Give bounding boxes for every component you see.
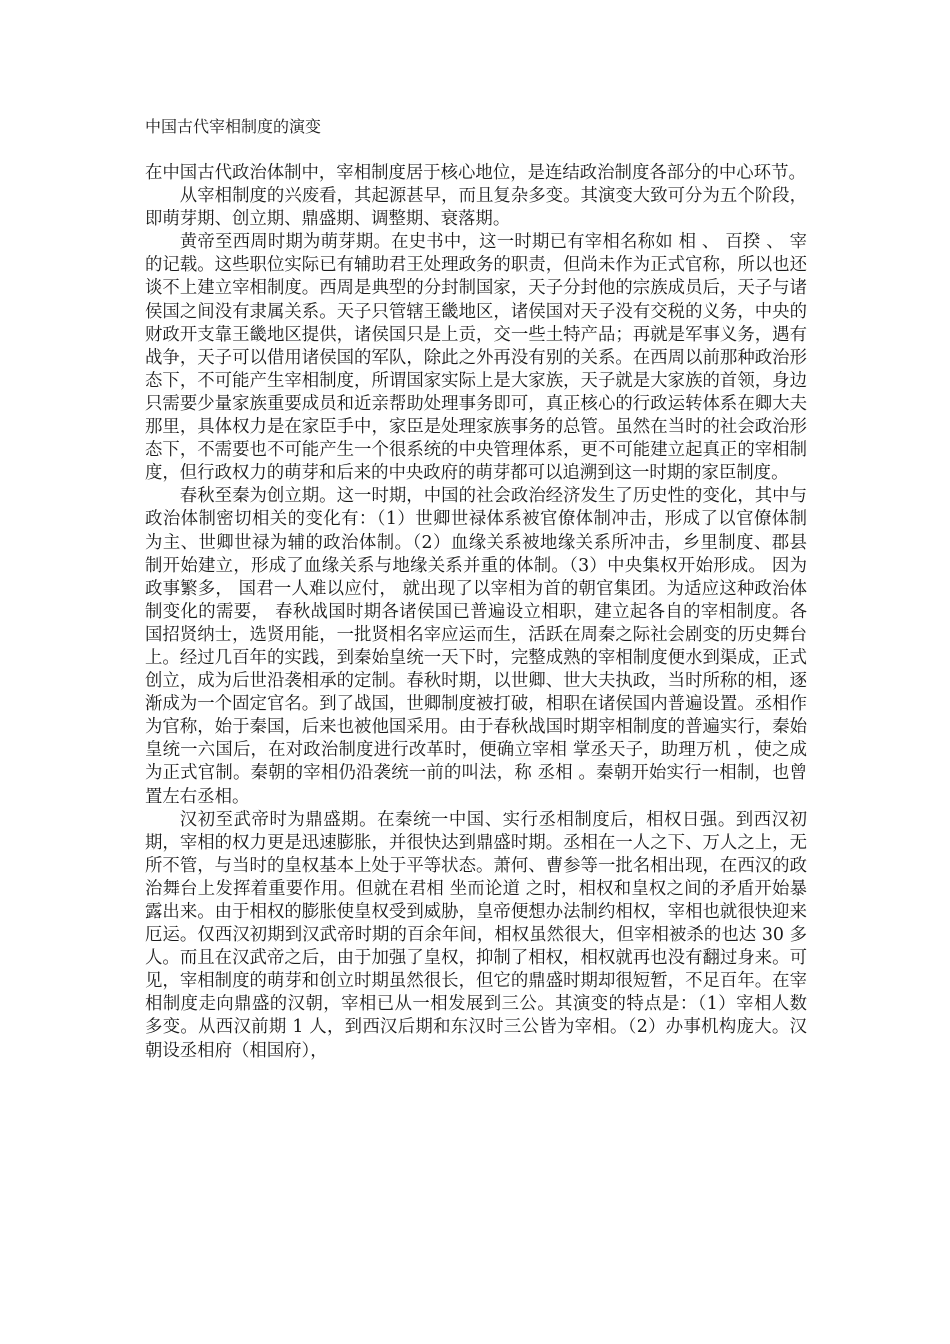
paragraph-intro: 在中国古代政治体制中，宰相制度居于核心地位，是连结政治制度各部分的中心环节。	[145, 163, 806, 183]
paragraph-peak-period: 汉初至武帝时为鼎盛期。在秦统一中国、实行丞相制度后，相权日强。到西汉初期，宰相的权力更是迅速膨胀，并很快达到鼎盛时期。丞相在一人之下、万人之上，无所不管，与当时的皇权基本上处于平等状态。萧何、曹参等一批名相出现，在西汉的政治舞台上发挥着重要作用。但就在君相 坐而论道 之时，相权和皇权之间的矛盾开始暴露出来。由于相权的膨胀使皇权受到威胁，皇帝便想办法制约相权，宰相也就很快迎来厄运。仅西汉初期到汉武帝时期的百余年间，相权虽然很大，但宰相被杀的也达 30 多人。而且在汉武帝之后，由于加强了皇权，抑制了相权，相权就再也没有翻过身来。可见，宰相制度的萌芽和创立时期虽然很长，但它的鼎盛时期却很短暂，不足百年。在宰相制度走向鼎盛的汉朝，宰相已从一相发展到三公。其演变的特点是：（1）宰相人数多变。从西汉前期 1 人，到西汉后期和东汉时三公皆为宰相。（2）办事机构庞大。汉朝设丞相府（相国府），	[145, 809, 807, 1061]
paragraph-sprout-period: 黄帝至西周时期为萌芽期。在史书中，这一时期已有宰相名称如 相 、 百揆 、 宰 的记载。这些职位实际已有辅助君王处理政务的职责，但尚未作为正式官称，所以也还谈不上建立宰相制度。西周是典型的分封制国家，天子分封他的宗族成员后，天子与诸侯国之间没有隶属关系。天子只管辖王畿地区，诸侯国对天子没有交税的义务，中央的财政开支靠王畿地区提供，诸侯国只是上贡，交一些土特产品；再就是军事义务，遇有战争，天子可以借用诸侯国的军队，除此之外再没有别的关系。在西周以前那种政治形态下，不可能产生宰相制度，所谓国家实际上是大家族，天子就是大家族的首领，身边只需要少量家族重要成员和近亲帮助处理事务即可，真正核心的行政运转体系在卿大夫那里，具体权力是在家臣手中，家臣是处理家族事务的总管。虽然在当时的社会政治形态下，不需要也不可能产生一个很系统的中央管理体系，更不可能建立起真正的宰相制度，但行政权力的萌芽和后来的中央政府的萌芽都可以追溯到这一时期的家臣制度。	[145, 232, 807, 484]
document-title: 中国古代宰相制度的演变	[145, 117, 322, 136]
document-page	[145, 114, 807, 1063]
paragraph-stages-overview: 从宰相制度的兴废看，其起源甚早，而且复杂多变。其演变大致可分为五个阶段，即萌芽期、创立期、鼎盛期、调整期、衰落期。	[145, 186, 807, 230]
paragraph-founding-period: 春秋至秦为创立期。这一时期，中国的社会政治经济发生了历史性的变化，其中与政治体制密切相关的变化有：（1）世卿世禄体系被官僚体制冲击，形成了以官僚体制为主、世卿世禄为辅的政治体制。（2）血缘关系被地缘关系所冲击，乡里制度、郡县制开始建立，形成了血缘关系与地缘关系并重的体制。（3）中央集权开始形成。 因为政事繁多， 国君一人难以应付， 就出现了以宰相为首的朝官集团。为适应这种政治体制变化的需要， 春秋战国时期各诸侯国已普遍设立相职，建立起各自的宰相制度。各国招贤纳士，选贤用能，一批贤相名宰应运而生，活跃在周秦之际社会剧变的历史舞台上。经过几百年的实践，到秦始皇统一天下时，完整成熟的宰相制度便水到渠成，正式创立，成为后世沿袭相承的定制。春秋时期，以世卿、世大夫执政，当时所称的相，逐渐成为一个固定官名。到了战国，世卿制度被打破，相职在诸侯国内普遍设置。丞相作为官称，始于秦国，后来也被他国采用。由于春秋战国时期宰相制度的普遍实行，秦始皇统一六国后，在对政治制度进行改革时，便确立宰相 掌丞天子，助理万机 ，使之成为正式官制。秦朝的宰相仍沿袭统一前的叫法，称 丞相 。秦朝开始实行一相制，也曾置左右丞相。	[145, 486, 807, 807]
